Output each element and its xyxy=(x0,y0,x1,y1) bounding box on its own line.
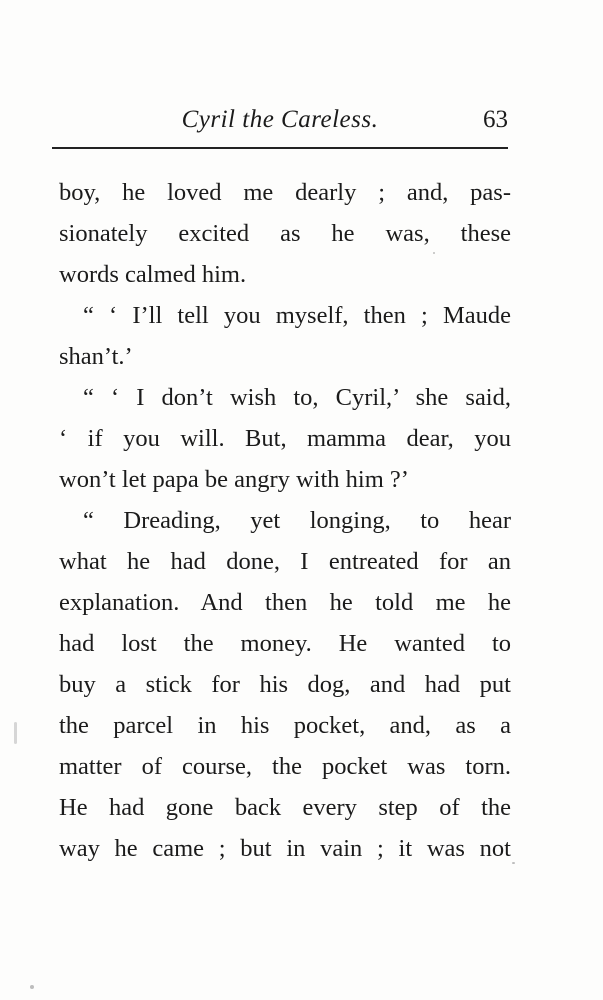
text-line: ‘ if you will. But, mamma dear, you xyxy=(59,425,511,452)
paper-speck xyxy=(14,722,17,744)
text-line: way he came ; but in vain ; it was not xyxy=(59,835,511,862)
text-line: sionately excited as he was, these xyxy=(59,220,511,247)
body-text xyxy=(59,172,511,869)
running-title: Cyril the Careless. xyxy=(181,106,379,133)
running-head xyxy=(52,102,508,138)
text-line: what he had done, I entreated for an xyxy=(59,548,511,575)
paper-speck xyxy=(433,252,435,254)
text-line: “ ‘ I’ll tell you myself, then ; Maude xyxy=(83,302,511,329)
page-number: 63 xyxy=(483,106,508,133)
text-line: matter of course, the pocket was torn. xyxy=(59,753,511,780)
text-line: boy, he loved me dearly ; and, pas- xyxy=(59,179,511,206)
text-line: words calmed him. xyxy=(59,261,247,288)
text-line: “ Dreading, yet longing, to hear xyxy=(83,507,511,534)
text-line: He had gone back every step of the xyxy=(59,794,511,821)
header-rule xyxy=(52,147,508,149)
text-line: had lost the money. He wanted to xyxy=(59,630,511,657)
paper-speck xyxy=(30,985,34,989)
text-line: the parcel in his pocket, and, as a xyxy=(59,712,511,739)
text-line: “ ‘ I don’t wish to, Cyril,’ she said, xyxy=(83,384,511,411)
text-line: explanation. And then he told me he xyxy=(59,589,511,616)
text-line: buy a stick for his dog, and had put xyxy=(59,671,511,698)
paper-speck xyxy=(512,862,515,864)
text-line: won’t let papa be angry with him ?’ xyxy=(59,466,409,493)
text-line: shan’t.’ xyxy=(59,343,133,370)
